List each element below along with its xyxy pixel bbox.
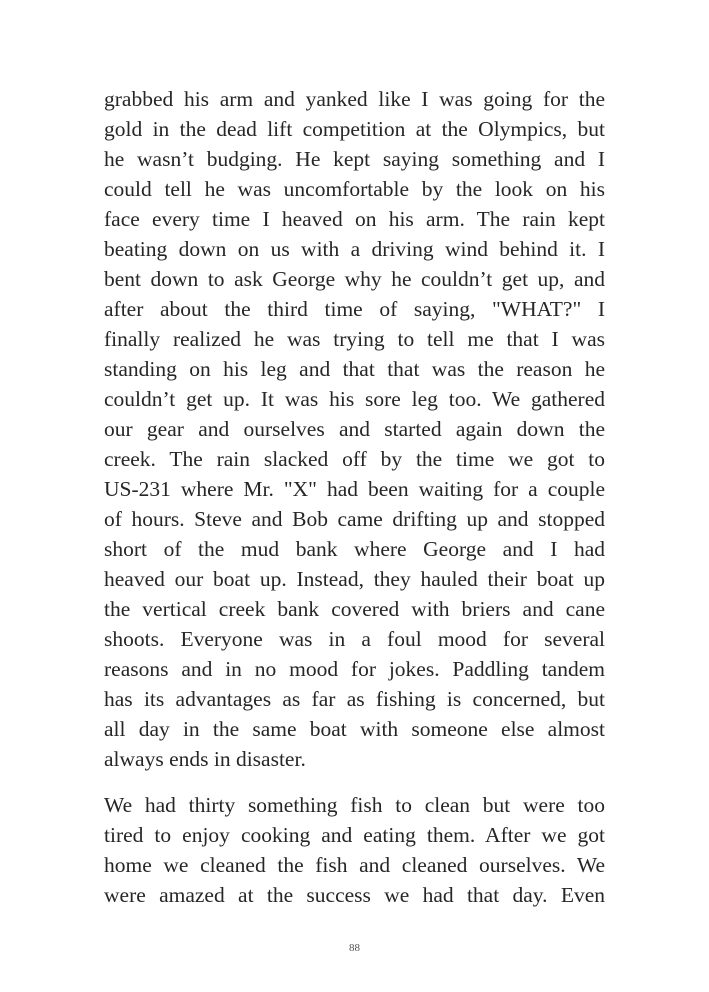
text-line: gold in the dead lift competition at the Olympics, but <box>104 117 605 141</box>
text-line: standing on his leg and that that was the reason he <box>104 357 605 381</box>
text-line: US-231 where Mr. "X" had been waiting for a couple <box>104 477 605 501</box>
paragraph-2 <box>104 790 605 910</box>
text-line: short of the mud bank where George and I had <box>104 537 605 561</box>
paragraph-1 <box>104 84 605 774</box>
text-line: shoots. Everyone was in a foul mood for several <box>104 627 605 651</box>
text-line: the vertical creek bank covered with briers and cane <box>104 597 605 621</box>
body-text <box>104 84 605 910</box>
text-line: has its advantages as far as fishing is concerned, but <box>104 687 605 711</box>
text-line: all day in the same boat with someone else almost <box>104 717 605 741</box>
text-line: grabbed his arm and yanked like I was going for the <box>104 87 605 111</box>
text-line: creek. The rain slacked off by the time we got to <box>104 447 605 471</box>
text-line: face every time I heaved on his arm. The rain kept <box>104 207 605 231</box>
text-line: always ends in disaster. <box>104 747 306 771</box>
text-line: finally realized he was trying to tell me that I was <box>104 327 605 351</box>
text-line: our gear and ourselves and started again down the <box>104 417 605 441</box>
paragraph-spacer <box>104 774 605 790</box>
text-line: of hours. Steve and Bob came drifting up and stopped <box>104 507 605 531</box>
text-line: reasons and in no mood for jokes. Paddling tandem <box>104 657 605 681</box>
text-line: couldn’t get up. It was his sore leg too. We gathered <box>104 387 605 411</box>
text-line: were amazed at the success we had that day. Even <box>104 883 605 907</box>
text-line: beating down on us with a driving wind behind it. I <box>104 237 605 261</box>
text-line: bent down to ask George why he couldn’t get up, and <box>104 267 605 291</box>
text-line: heaved our boat up. Instead, they hauled their boat up <box>104 567 605 591</box>
text-line: could tell he was uncomfortable by the look on his <box>104 177 605 201</box>
page-number: 88 <box>349 942 360 954</box>
text-line: home we cleaned the fish and cleaned ourselves. We <box>104 853 605 877</box>
text-line: tired to enjoy cooking and eating them. After we got <box>104 823 605 847</box>
text-line: he wasn’t budging. He kept saying something and I <box>104 147 605 171</box>
text-line: after about the third time of saying, "WHAT?" I <box>104 297 605 321</box>
text-line: We had thirty something fish to clean but were too <box>104 793 605 817</box>
